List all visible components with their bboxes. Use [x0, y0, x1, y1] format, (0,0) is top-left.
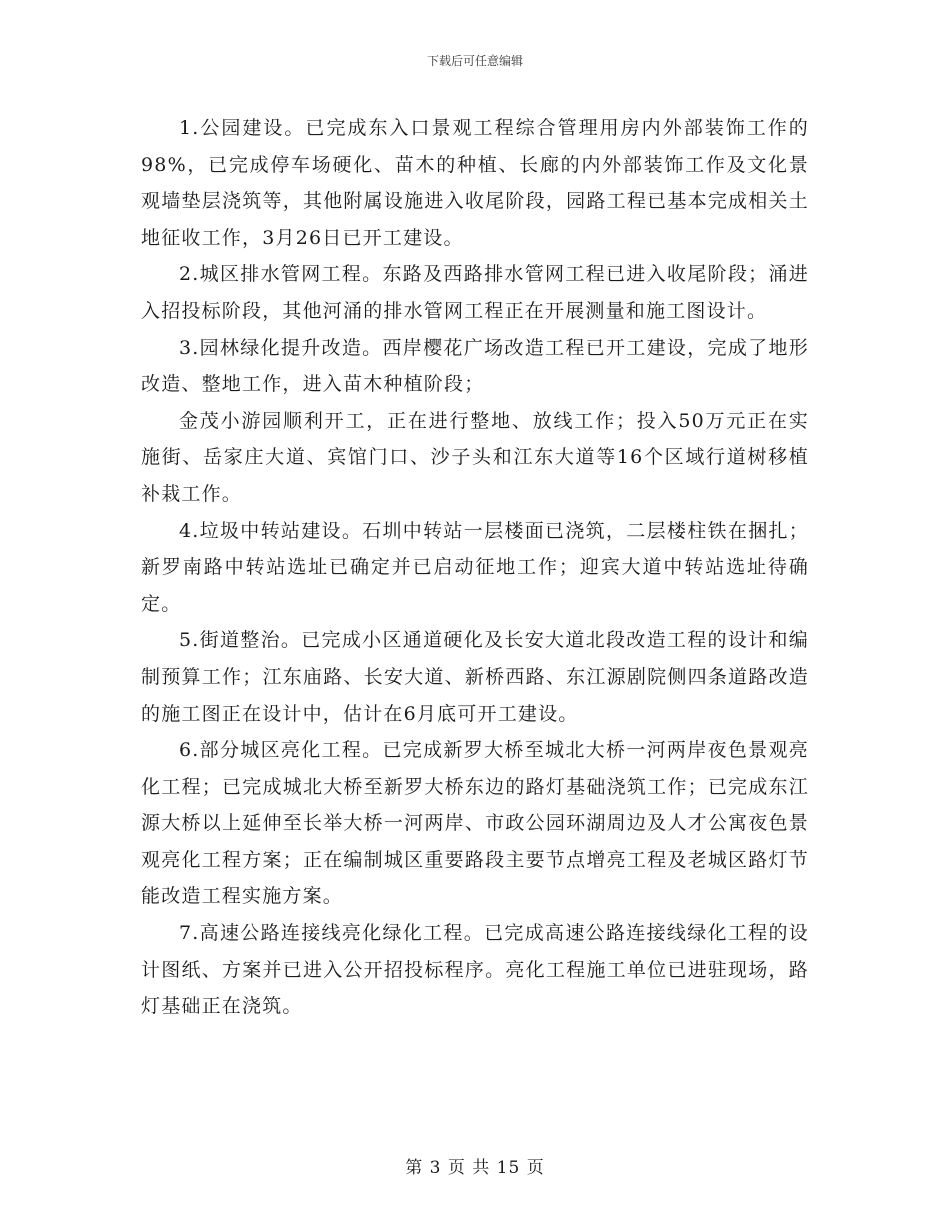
- footer-middle: 页 共: [447, 1158, 491, 1178]
- footer-total-pages: 15: [496, 1158, 521, 1178]
- footer-current-page: 3: [429, 1158, 442, 1178]
- paragraph-greening: 3.园林绿化提升改造。西岸樱花广场改造工程已开工建设，完成了地形改造、整地工作，进入苗木种植阶段；: [141, 336, 809, 396]
- document-body: [141, 110, 809, 1025]
- header-note: 下载后可任意编辑: [426, 54, 523, 68]
- paragraph-transfer-station: 4.垃圾中转站建设。石圳中转站一层楼面已浇筑，二层楼柱铁在捆扎；新罗南路中转站选址已确定并已启动征地工作；迎宾大道中转站选址待确定。: [141, 519, 809, 615]
- paragraph-garden: 金茂小游园顺利开工，正在进行整地、放线工作；投入50万元正在实施街、岳家庄大道、宾馆门口、沙子头和江东大道等16个区域行道树移植补栽工作。: [141, 409, 809, 505]
- paragraph-street: 5.街道整治。已完成小区通道硬化及长安大道北段改造工程的设计和编制预算工作；江东庙路、长安大道、新桥西路、东江源剧院侧四条道路改造的施工图正在设计中，估计在6月底可开工建设。: [141, 629, 809, 725]
- footer-prefix: 第: [405, 1158, 424, 1178]
- paragraph-lighting: 6.部分城区亮化工程。已完成新罗大桥至城北大桥一河两岸夜色景观亮化工程；已完成城北大桥至新罗大桥东边的路灯基础浇筑工作；已完成东江源大桥以上延伸至长举大桥一河两岸、市政公园环湖周边及人才公寓夜色景观亮化工程方案；正在编制城区重要路段主要节点增亮工程及老城区路灯节能改造工程实施方案。: [141, 739, 809, 908]
- paragraph-drainage: 2.城区排水管网工程。东路及西路排水管网工程已进入收尾阶段；涌进入招投标阶段，其他河涌的排水管网工程正在开展测量和施工图设计。: [141, 263, 809, 322]
- footer-suffix: 页: [526, 1158, 545, 1178]
- paragraph-highway: 7.高速公路连接线亮化绿化工程。已完成高速公路连接线绿化工程的设计图纸、方案并已进入公开招投标程序。亮化工程施工单位已进驻现场，路灯基础正在浇筑。: [141, 922, 809, 1018]
- page-footer: [0, 1153, 950, 1178]
- paragraph-park: 1.公园建设。已完成东入口景观工程综合管理用房内外部装饰工作的98%，已完成停车场硬化、苗木的种植、长廊的内外部装饰工作及文化景观墙垫层浇筑等，其他附属设施进入收尾阶段，园路工程已基本完成相关土地征收工作，3月26日已开工建设。: [141, 117, 809, 249]
